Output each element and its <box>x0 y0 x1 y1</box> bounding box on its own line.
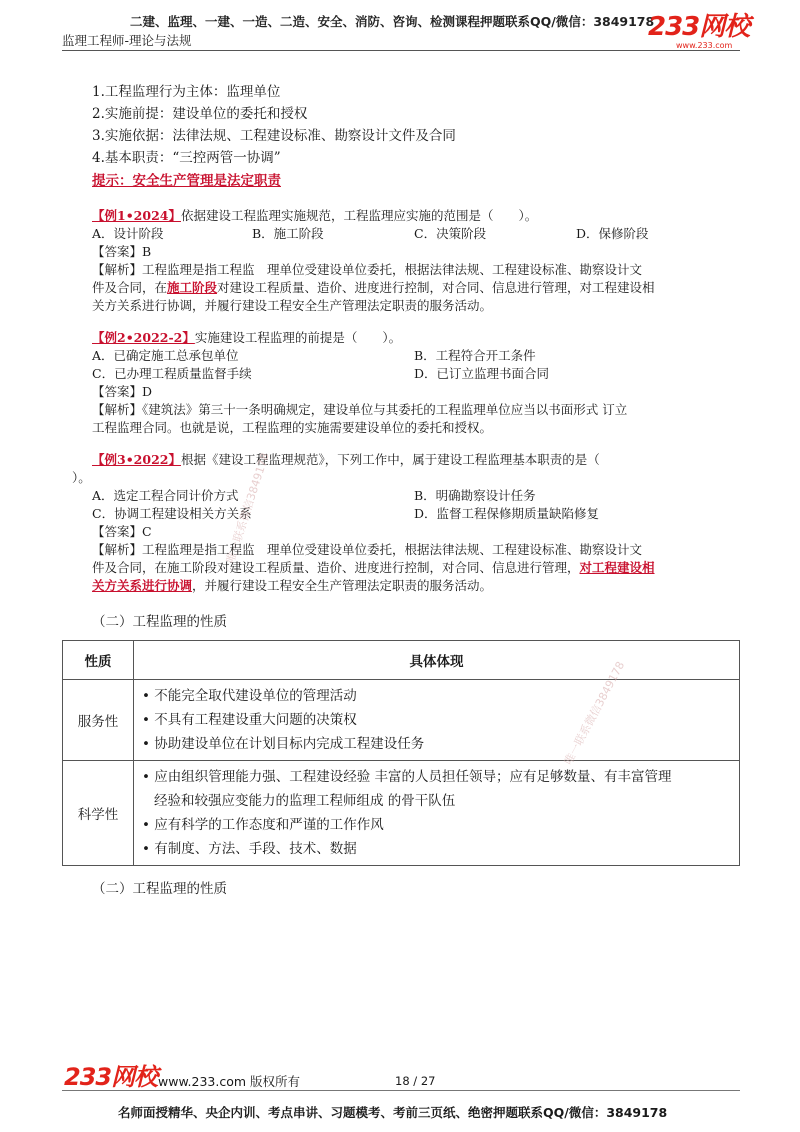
ex2-tag: 【例2•2022-2】 <box>92 330 195 345</box>
table-row-key-science: 科学性 <box>63 761 134 866</box>
ex2-analysis-1: 【解析】《建筑法》第三十一条明确规定，建设单位与其委托的工程监理单位应当以书面形式 订立 <box>92 402 628 417</box>
ex1-analysis-1: 【解析】工程监理是指工程监 理单位受建设单位委托，根据法律法规、工程建设标准、勘察设计文 <box>92 262 643 277</box>
table-row <box>63 680 740 761</box>
header-logo-url: www.233.com <box>676 41 733 50</box>
list-item: • 不能完全取代建设单位的管理活动 <box>142 688 357 704</box>
ex3-analysis-3b: ，并履行建设工程安全生产管理法定职责的服务活动。 <box>192 578 493 593</box>
ex1-stem-text: 依据建设工程监理实施规范，工程监理应实施的范围是（ ）。 <box>180 208 538 223</box>
ex3-tag: 【例3•2022】 <box>92 452 181 467</box>
ex1-tag: 【例1•2024】 <box>92 208 181 223</box>
ex3-opt-d: D．监督工程保修期质量缺陷修复 <box>414 506 600 521</box>
list-item: • 不具有工程建设重大问题的决策权 <box>142 712 357 728</box>
watermark: 唯一联系微信3849178 <box>223 451 272 565</box>
ex3-analysis-2a: 件及合同，在施工阶段对建设工程质量、造价、进度进行控制，对合同、信息进行管理， <box>92 560 580 575</box>
ex3-opt-c: C．协调工程建设相关方关系 <box>92 506 252 521</box>
header-logo: 233网校 <box>648 12 750 42</box>
ex2-answer: 【答案】D <box>92 384 153 399</box>
ex3-analysis-highlight-1: 对工程建设相 <box>579 560 655 575</box>
table-row <box>63 761 740 866</box>
list-item: • 有制度、方法、手段、技术、数据 <box>142 841 357 857</box>
footer-bottom-text: 名师面授精华、央企内训、考点串讲、习题模考、考前三页纸、绝密押题联系QQ/微信：3849178 <box>118 1105 668 1120</box>
list-item: • 应由组织管理能力强、工程建设经验 丰富的人员担任领导；应有足够数量、有丰富管理 <box>142 769 672 785</box>
point-1: 1.工程监理行为主体：监理单位 <box>92 84 281 100</box>
footer-copyright[interactable]: www.233.com 版权所有 <box>158 1074 300 1089</box>
page-number: 18 / 27 <box>395 1074 436 1088</box>
table-header-detail: 具体体现 <box>134 641 740 680</box>
ex3-opt-b: B．明确勘察设计任务 <box>414 488 536 503</box>
ex2-stem-text: 实施建设工程监理的前提是（ ）。 <box>194 330 402 345</box>
list-item: • 应有科学的工作态度和严谨的工作作风 <box>142 817 384 833</box>
ex2-opt-b: B．工程符合开工条件 <box>414 348 536 363</box>
section-title: （二）工程监理的性质 <box>92 614 227 630</box>
table-row-key-service: 服务性 <box>63 680 134 761</box>
point-3: 3.实施依据：法律法规、工程建设标准、勘察设计文件及合同 <box>92 128 456 144</box>
ex1-opt-c: C．决策阶段 <box>414 226 487 241</box>
ex2-opt-c: C．已办理工程质量监督手续 <box>92 366 252 381</box>
ex3-analysis-highlight-2: 关方关系进行协调 <box>92 578 193 593</box>
ex2-analysis-2: 工程监理合同。也就是说，工程监理的实施需要建设单位的委托和授权。 <box>92 420 493 435</box>
header-subtitle: 监理工程师-理论与法规 <box>62 33 192 48</box>
ex1-answer: 【答案】B <box>92 244 152 259</box>
ex1-analysis-2 <box>92 278 655 296</box>
list-item: • 协助建设单位在计划目标内完成工程建设任务 <box>142 736 425 752</box>
ex3-stem-2: ）。 <box>72 470 91 485</box>
footer-rule <box>62 1090 740 1091</box>
ex2-opt-d: D．已订立监理书面合同 <box>414 366 550 381</box>
table-row-detail-service <box>134 680 740 761</box>
ex1-opt-a: A．设计阶段 <box>92 226 164 241</box>
tip: 提示：安全生产管理是法定职责 <box>92 173 281 189</box>
ex3-opt-a: A．选定工程合同计价方式 <box>92 488 239 503</box>
header-rule <box>62 50 740 51</box>
ex1-analysis-highlight: 施工阶段 <box>167 280 218 295</box>
table-row-detail-science <box>134 761 740 866</box>
table-header-nature: 性质 <box>63 641 134 680</box>
ex3-stem <box>92 450 600 468</box>
ex3-analysis-1: 【解析】工程监理是指工程监 理单位受建设单位委托，根据法律法规、工程建设标准、勘察设计文 <box>92 542 643 557</box>
ex1-opt-d: D．保修阶段 <box>576 226 649 241</box>
point-4: 4.基本职责：“三控两管一协调” <box>92 150 281 166</box>
ex2-opt-a: A．已确定施工总承包单位 <box>92 348 239 363</box>
list-item: 经验和较强应变能力的监理工程师组成 的骨干队伍 <box>154 793 456 809</box>
ex3-stem-text: 根据《建设工程监理规范》，下列工作中，属于建设工程监理基本职责的是（ <box>180 452 600 467</box>
ex2-stem <box>92 328 401 346</box>
point-2: 2.实施前提：建设单位的委托和授权 <box>92 106 308 122</box>
footer-logo: 233网校 <box>64 1063 158 1091</box>
header-banner: 二建、监理、一建、一造、二造、安全、消防、咨询、检测课程押题联系QQ/微信：3849178 <box>130 14 655 29</box>
ex1-opt-b: B．施工阶段 <box>252 226 324 241</box>
watermark: 唯一联系微信3849178 <box>561 659 628 768</box>
ex3-analysis-3 <box>92 576 492 594</box>
ex1-analysis-2b: 对建设工程质量、造价、进度进行控制，对合同、信息进行管理，对工程建设相 <box>217 280 655 295</box>
ex3-answer: 【答案】C <box>92 524 152 539</box>
section-title-2: （二）工程监理的性质 <box>92 881 227 897</box>
ex1-stem <box>92 206 537 224</box>
table-header-row <box>63 641 740 680</box>
ex3-analysis-2 <box>92 558 655 576</box>
nature-table <box>62 640 740 866</box>
ex1-analysis-3: 关方关系进行协调，并履行建设工程安全生产管理法定职责的服务活动。 <box>92 298 493 313</box>
ex1-analysis-2a: 件及合同，在 <box>92 280 168 295</box>
